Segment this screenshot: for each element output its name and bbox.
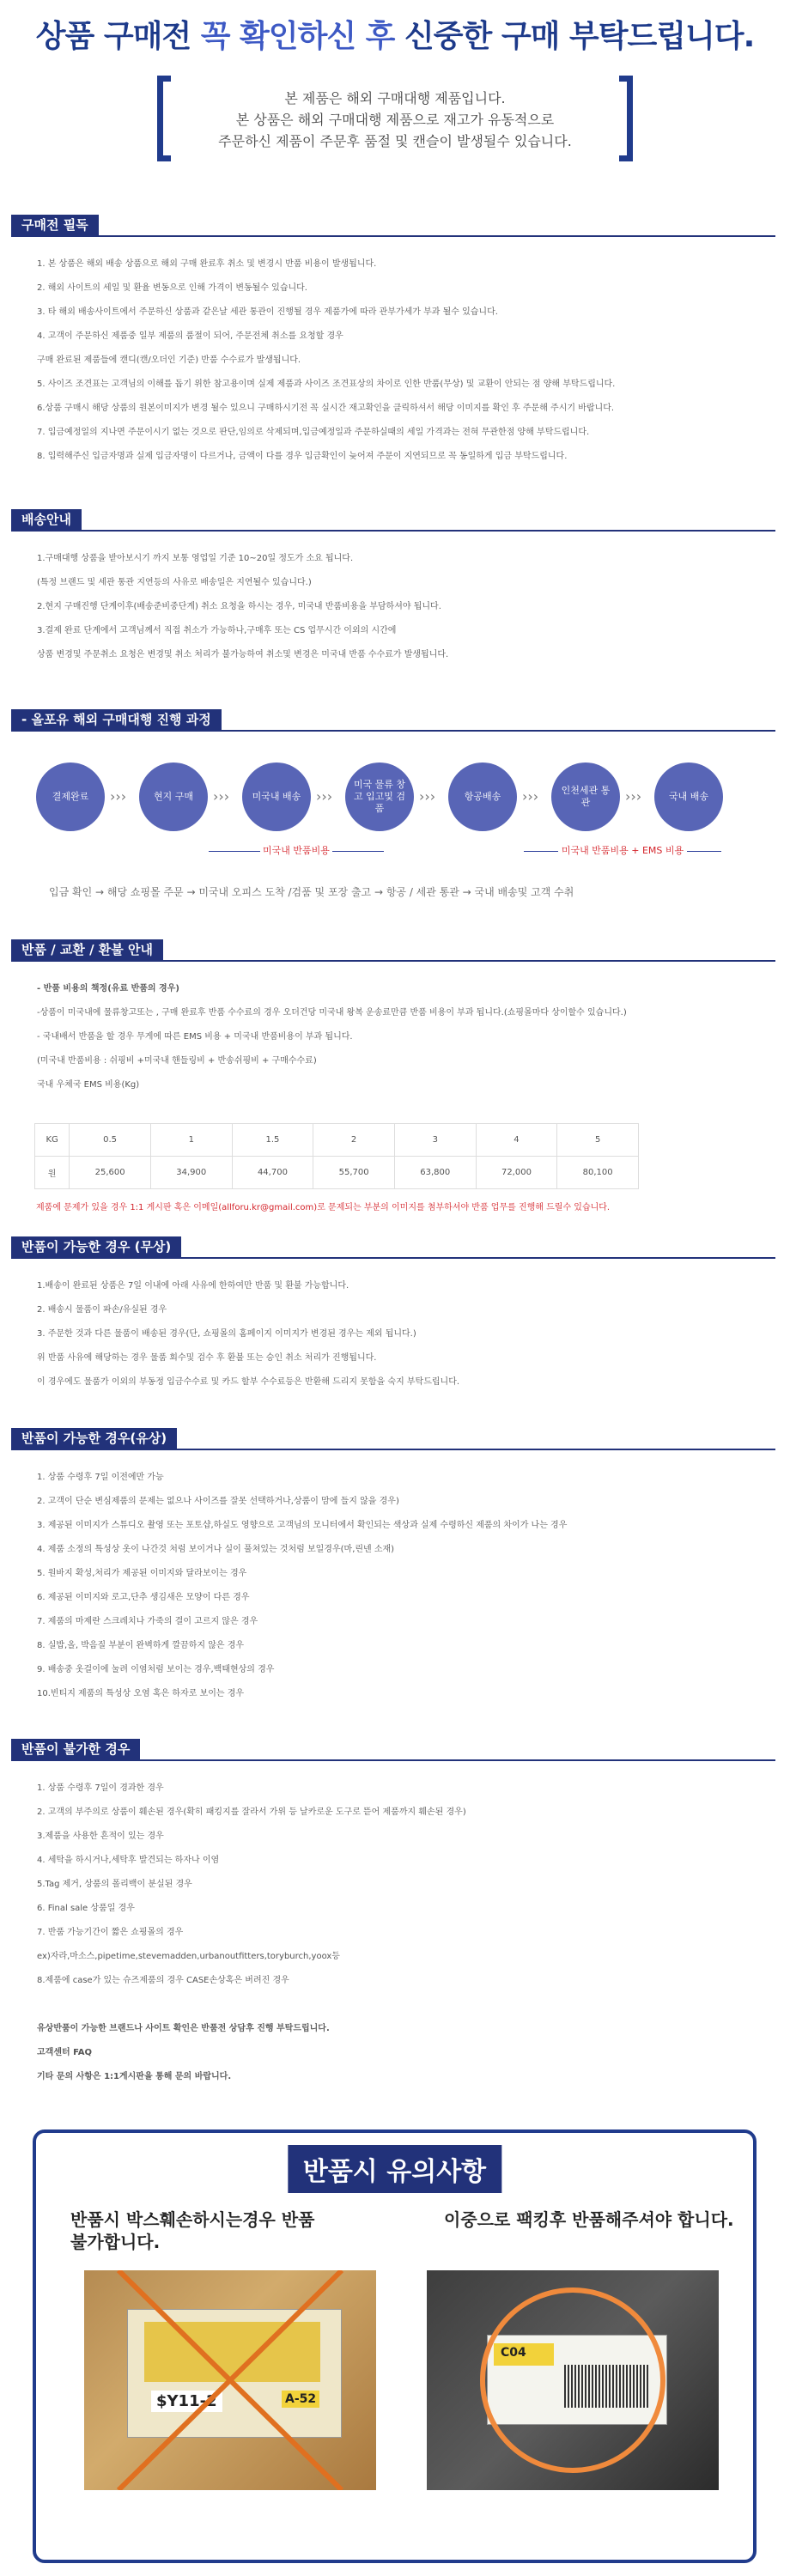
text-line: 3.제품을 사용한 흔적이 있는 경우 [37, 1832, 164, 1841]
label-code: C04 [501, 2346, 526, 2360]
table-header-cell: 4 [476, 1124, 557, 1157]
text-line: 5. 원바지 확성,처리가 제공된 이미지와 달라보이는 경우 [37, 1569, 247, 1578]
chevron-right-icon: ››› [110, 788, 127, 805]
table-cell: 원 [35, 1157, 70, 1189]
text-line: 1. 상품 수령후 7일 이전에만 가능 [37, 1473, 164, 1482]
left-caption [70, 2208, 314, 2253]
section-title: 반품 / 교환 / 환불 안내 [11, 939, 163, 960]
text-line: - 국내배서 반품을 할 경우 무게에 따른 EMS 비용 + 미국내 반품비용이 부과 됩니다. [37, 1032, 353, 1042]
text-line: 8. 입력해주신 입금자명과 실제 입금자명이 다르거나, 금액이 다를 경우 입금확인이 늦어져 주문이 지연되므로 꼭 동일하게 입금 부탁드립니다. [37, 452, 568, 461]
text-line: 3.결제 완료 단계에서 고객님께서 직접 취소가 가능하나,구매후 또는 CS 업무시간 이외의 시간에 [37, 626, 397, 635]
text-line: 기타 문의 사항은 1:1게시판을 통해 문의 바랍니다. [37, 2072, 232, 2081]
text-line [37, 1993, 775, 2017]
process-steps [36, 762, 740, 840]
table-cell: 34,900 [150, 1157, 232, 1189]
process-step: 항공배송 [448, 762, 517, 831]
section-lines [11, 547, 775, 667]
table-row [35, 1157, 639, 1189]
process-step: 미국내 배송 [242, 762, 311, 831]
text-line: 10.빈티지 제품의 특성상 오염 혹은 하자로 보이는 경우 [37, 1689, 245, 1698]
left-caption-line: 반품시 박스훼손하시는경우 반품 [70, 2209, 315, 2230]
table-cell: 80,100 [557, 1157, 639, 1189]
table-header-cell: 3 [394, 1124, 476, 1157]
section-lines [11, 1274, 775, 1394]
table-cell: 63,800 [394, 1157, 476, 1189]
text-line: 7. 반품 가능기간이 짧은 쇼핑몰의 경우 [37, 1928, 184, 1937]
left-bracket [157, 76, 171, 161]
text-line: 7. 제품의 마제란 스크레치나 가죽의 결이 고르지 않은 경우 [37, 1617, 258, 1626]
text-line: 구매 완료된 제품들에 캔디(캔/오더인 기준) 반품 수수료가 발생됩니다. [37, 355, 301, 365]
notice-line: 본 제품은 해외 구매대행 제품입니다. [284, 90, 506, 106]
table-cell: 55,700 [313, 1157, 395, 1189]
text-line: 2.현지 구매진행 단계이후(배송준비중단계) 취소 요청을 하시는 경우, 미국내 반품비용을 부담하셔야 됩니다. [37, 602, 441, 611]
table-header-cell: 1.5 [232, 1124, 313, 1157]
text-line: 8. 실밥,올, 박음질 부분이 완벽하게 깔끔하지 않은 경우 [37, 1641, 245, 1650]
text-line: 3. 제공된 이미지가 스튜디오 촬영 또는 포토샵,하실도 영향으로 고객님의 모니터에서 확인되는 색상과 실제 수령하신 제품의 차이가 나는 경우 [37, 1521, 568, 1530]
text-line: 1.구매대행 상품을 받아보시기 까지 보통 영업일 기준 10~20일 정도가 소요 됩니다. [37, 554, 354, 563]
section-rule [11, 1759, 775, 1761]
section-title: 반품이 불가한 경우 [11, 1739, 140, 1759]
chevron-right-icon: ››› [522, 788, 539, 805]
section-rule [11, 730, 775, 732]
section-return-exchange [11, 939, 775, 1097]
section-paid-return [11, 1428, 775, 1706]
table-header-cell: 1 [150, 1124, 232, 1157]
text-line: 4. 세탁을 하시거나,세탁후 발견되는 하자나 이염 [37, 1856, 220, 1865]
process-step: 국내 배송 [654, 762, 723, 831]
text-line: 이 경우에도 물품가 이외의 부동정 입금수수료 및 카드 할부 수수료등은 반환해 드리지 못함을 숙지 부탁드립니다. [37, 1377, 460, 1387]
notice-line: 본 상품은 해외 구매대행 제품으로 재고가 유동적으로 [235, 112, 555, 128]
bracket-us-return [176, 843, 416, 857]
headline-part3: 신중한 구매 부탁드립니다. [394, 19, 755, 54]
text-line: 2. 고객이 단순 변심제품의 문제는 없으나 사이즈를 잘못 선택하거나,상품이 맘에 들지 않을 경우) [37, 1497, 399, 1506]
text-line: 4. 고객이 주문하신 제품중 일부 제품의 품절이 되어, 주문전체 취소를 요청할 경우 [37, 331, 343, 341]
text-line: 4. 제품 소정의 특성상 옷이 나간것 처럼 보이거나 실이 풀쳐있는 것처럼 보일경우(마,린넨 소재) [37, 1545, 395, 1554]
notice-text [183, 88, 607, 152]
left-caption-line: 불가합니다. [70, 2232, 161, 2252]
section-rule [11, 235, 775, 237]
text-line: (특정 브랜드 및 세관 통관 지연등의 사유로 배송일은 지연될수 있습니다.) [37, 578, 312, 587]
bracket-line [209, 851, 260, 852]
section-title: 반품이 가능한 경우(유상) [11, 1428, 177, 1449]
table-cell: 72,000 [476, 1157, 557, 1189]
text-line: 1. 상품 수령후 7일이 경과한 경우 [37, 1783, 164, 1793]
text-line: 5.Tag 제거, 상품의 폴리백이 분실된 경우 [37, 1880, 192, 1889]
label-code: $Y11-2 [151, 2391, 222, 2412]
circle-mark-icon [427, 2270, 719, 2490]
text-line: 3. 주문한 것과 다른 물품이 배송된 경우(단, 쇼핑몰의 홈페이지 이미지가 변경된 경우는 제외 됩니다.) [37, 1329, 416, 1339]
section-rule [11, 530, 775, 532]
page-headline [0, 12, 790, 56]
chevron-right-icon: ››› [625, 788, 642, 805]
process-step: 현지 구매 [139, 762, 208, 831]
text-line: (미국내 반품비용 : 쉬핑비 +미국내 핸들링비 + 반송쉬핑비 + 구매수수료) [37, 1056, 317, 1066]
bracket-label: 미국내 반품비용 [263, 845, 330, 856]
section-pre-purchase [11, 215, 775, 469]
text-line: 위 반품 사유에 해당하는 경우 물품 회수및 검수 후 환불 또는 승인 취소 처리가 진행됩니다. [37, 1353, 377, 1363]
section-title: - 올포유 해외 구매대행 진행 과정 [11, 709, 222, 730]
text-line: - 반품 비용의 책정(유료 반품의 경우) [37, 984, 179, 993]
text-line: 8.제품에 case가 있는 슈즈제품의 경우 CASE손상혹은 버려진 경우 [37, 1976, 289, 1985]
red-notice: 제품에 문제가 있을 경우 1:1 게시판 혹은 이메일(allforu.kr@gmail.com)로 문제되는 부분의 이미지를 첨부하셔야 반품 업무를 진행해 드릴수 있습니다. [36, 1203, 611, 1212]
table-header-cell: 5 [557, 1124, 639, 1157]
chevron-right-icon: ››› [316, 788, 333, 805]
table-cell: 44,700 [232, 1157, 313, 1189]
text-line: 1. 본 상품은 해외 배송 상품으로 해외 구매 완료후 취소 및 변경시 반품 비용이 발생됩니다. [37, 259, 377, 269]
text-line: 7. 입금예정일의 지나면 주문이시기 없는 것으로 판단,임의로 삭제되며,입금예정일과 주문하실때의 세일 가격과는 전혀 무관한점 양해 부탁드립니다. [37, 428, 590, 437]
section-no-return [11, 1739, 775, 2089]
notice-box [157, 76, 633, 161]
text-line: 2. 배송시 물품이 파손/유실된 경우 [37, 1305, 167, 1315]
bracket-line [687, 851, 721, 852]
section-shipping [11, 509, 775, 667]
table-header-cell: KG [35, 1124, 70, 1157]
label-tag: A-52 [282, 2391, 319, 2408]
bracket-line [332, 851, 384, 852]
section-lines [11, 1777, 775, 2089]
text-line: 2. 고객의 부주의로 상품이 훼손된 경우(확히 패킹지를 잘라서 가위 등 날카로운 도구로 뜯어 제품까지 훼손된 경우) [37, 1807, 466, 1817]
text-line: 6. Final sale 상품일 경우 [37, 1904, 135, 1913]
text-line: -상품이 미국내에 물류창고또는 , 구매 완료후 반품 수수료의 경우 오더건당 미국내 왕복 운송료만큼 반품 비용이 부과 됩니다.(쇼핑몰마다 상이할수 있습니다.) [37, 1008, 627, 1018]
ems-fee-table [34, 1123, 639, 1189]
return-caution-box [33, 2129, 757, 2563]
table-cell: 25,600 [70, 1157, 151, 1189]
section-free-return [11, 1236, 775, 1394]
caution-title: 반품시 유의사항 [288, 2145, 501, 2193]
section-title: 반품이 가능한 경우 (무상) [11, 1236, 181, 1257]
headline-part2: 꼭 확인하신 후 [200, 19, 395, 54]
process-step: 인천세관 통관 [551, 762, 620, 831]
text-line: 5. 사이즈 조견표는 고객님의 이해를 돕기 위한 참고용이며 실제 제품과 사이즈 조견표상의 차이로 인한 반품(무상) 및 교환이 안되는 점 양해 부탁드립니다. [37, 380, 616, 389]
text-line: 유상반품이 가능한 브랜드나 사이트 확인은 반품전 상담후 진행 부탁드립니다. [37, 2024, 330, 2033]
damaged-box-photo [84, 2270, 376, 2490]
section-lines [11, 977, 775, 1097]
cross-mark-icon [84, 2270, 376, 2490]
section-lines [11, 252, 775, 469]
text-line: 6.상품 구매시 해당 상품의 원본이미지가 변경 될수 있으니 구매하시기전 꼭 실시간 재고확인을 클릭하셔서 해당 이미지를 확인 후 주문해 주시기 바랍니다. [37, 404, 615, 413]
section-lines [11, 1466, 775, 1706]
text-line: 9. 배송중 옷걸이에 눌려 이염처럼 보이는 경우,백태현상의 경우 [37, 1665, 275, 1674]
text-line: 3. 타 해외 배송사이트에서 주문하신 상품과 같은날 세관 통관이 진행될 경우 제품가에 따라 관부가세가 부과 될수 있습니다. [37, 307, 498, 317]
notice-line: 주문하신 제품이 주문후 품절 및 캔슬이 발생될수 있습니다. [218, 133, 572, 149]
bracket-label: 미국내 반품비용 + EMS 비용 [561, 845, 684, 856]
table-header-cell: 2 [313, 1124, 395, 1157]
text-line: ex)자라,마소스,pipetime,stevemadden,urbanoutfitters,toryburch,yoox등 [37, 1952, 340, 1961]
section-process [11, 709, 775, 732]
right-bracket [619, 76, 633, 161]
section-rule [11, 1449, 775, 1450]
table-header-row [35, 1124, 639, 1157]
process-step: 미국 물류 창고 입고및 검품 [345, 762, 414, 831]
section-title: 배송안내 [11, 509, 82, 530]
section-title: 구매전 필독 [11, 215, 99, 235]
headline-part1: 상품 구매전 [35, 19, 201, 54]
text-line: 2. 해외 사이트의 세일 및 환율 변동으로 인해 가격이 변동될수 있습니다. [37, 283, 307, 293]
text-line: 고객센터 FAQ [37, 2048, 93, 2057]
section-rule [11, 1257, 775, 1259]
bracket-line [524, 851, 558, 852]
right-caption: 이중으로 팩킹후 반품해주셔야 합니다. [444, 2209, 734, 2230]
process-flow-text: 입금 확인 → 해당 쇼핑몰 주문 → 미국내 오피스 도착 /검품 및 포장 출고 → 항공 / 세관 통관 → 국내 배송및 고객 수취 [49, 886, 574, 898]
process-step: 결제완료 [36, 762, 105, 831]
text-line: 상품 변경및 주문취소 요청은 변경및 취소 처리가 불가능하여 취소및 변경은 미국내 반품 수수료가 발생됩니다. [37, 650, 449, 659]
chevron-right-icon: ››› [419, 788, 436, 805]
chevron-right-icon: ››› [213, 788, 230, 805]
table-header-cell: 0.5 [70, 1124, 151, 1157]
double-packed-photo [427, 2270, 719, 2490]
text-line: 1.배송이 완료된 상품은 7일 이내에 아래 사유에 한하여만 반품 및 환불 가능합니다. [37, 1281, 349, 1291]
text-line: 국내 우체국 EMS 비용(Kg) [37, 1080, 140, 1090]
section-rule [11, 960, 775, 962]
text-line: 6. 제공된 이미지와 로고,단추 생김새은 모양이 다른 경우 [37, 1593, 250, 1602]
bracket-us-return-ems [477, 843, 769, 857]
